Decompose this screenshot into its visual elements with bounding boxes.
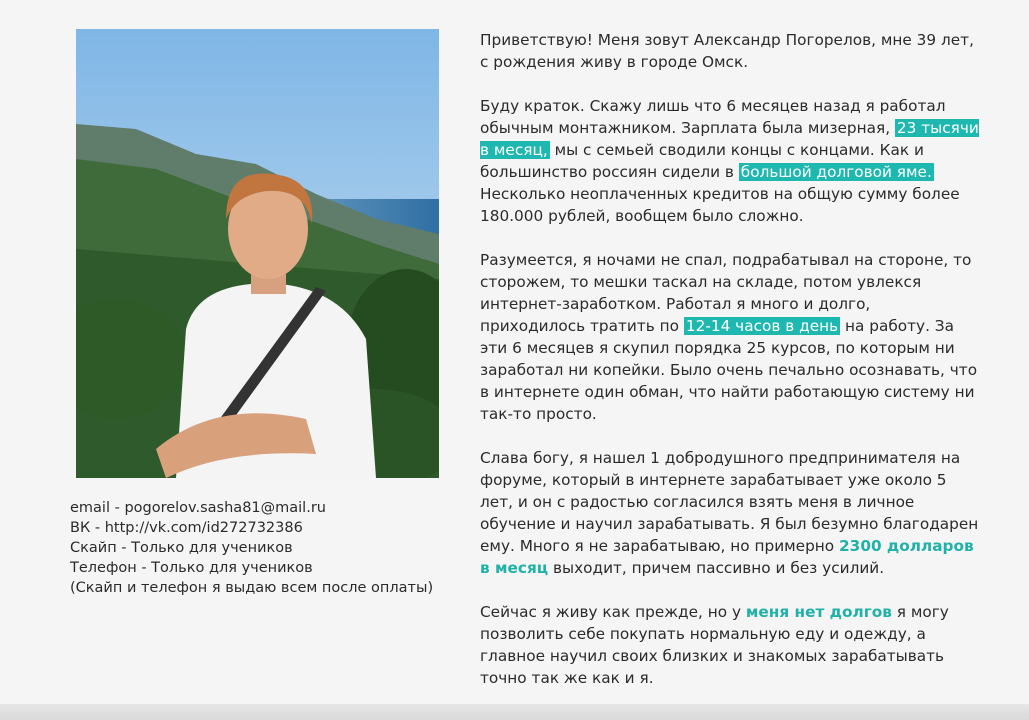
text-span: Буду краток. Скажу лишь что 6 месяцев назад я работал обычным монтажником. Зарплата была мизерная, <box>480 97 946 137</box>
highlight-debt: большой долговой яме. <box>740 163 932 181</box>
contact-vk: ВК - http://vk.com/id272732386 <box>70 520 303 536</box>
paragraph-intro: Приветствую! Меня зовут Александр Погорелов, мне 39 лет, с рождения живу в городе Омск. <box>480 31 974 71</box>
text-span: на работу. За эти 6 месяцев я скупил порядка 25 курсов, по которым ни заработал ни копейки. Было очень печально осознавать, что в интернете один обман, что найти работающую систему ни так-то просто. <box>480 317 978 423</box>
text-span: Несколько неоплаченных кредитов на общую сумму более 180.000 рублей, вообщем было сложно. <box>480 185 960 225</box>
text-span: я могу позволить себе покупать нормальную еду и одежду, а главное научил своих близких и знакомых зарабатывать точно так же как и я. <box>480 603 949 687</box>
portrait-photo-icon <box>76 29 439 478</box>
text-span: Сейчас я живу как прежде, но у <box>480 603 746 621</box>
contact-email: email - pogorelov.sasha81@mail.ru <box>70 500 326 516</box>
highlight-income: 2300 долларов в месяц <box>480 537 974 577</box>
portrait-photo <box>76 29 439 478</box>
contact-note: (Скайп и телефон я выдаю всем после оплаты) <box>70 580 434 596</box>
highlight-hours: 12-14 часов в день <box>685 317 839 335</box>
article-text <box>480 29 980 711</box>
contact-skype: Скайп - Только для учеников <box>70 540 293 556</box>
paragraph-struggle <box>480 249 980 425</box>
text-span: выходит, причем пассивно и без усилий. <box>548 559 885 577</box>
paragraph-past-job <box>480 95 980 227</box>
text-span: мы с семьей сводили концы с концами. Как и большинство россиян сидели в <box>480 141 924 181</box>
highlight-no-debts: меня нет долгов <box>745 603 892 621</box>
text-span: Слава богу, я нашел 1 добродушного предпринимателя на форуме, который в интернете зарабатывает уже около 5 лет, и он с радостью согласился взять меня в личное обучение и научил зарабатывать. Я был безумно благодарен ему. Много я не зарабатываю, но примерно <box>480 449 979 555</box>
text-span: Разумеется, я ночами не спал, подрабатывал на стороне, то сторожем, то мешки таскал на складе, потом увлекся интернет-заработком. Работал я много и долго, приходилось тратить по <box>480 251 972 335</box>
bottom-divider <box>0 704 1029 720</box>
paragraph-mentor <box>480 447 980 579</box>
contacts-block <box>70 498 450 598</box>
highlight-salary: 23 тысячи в месяц, <box>480 119 979 159</box>
paragraph-now <box>480 601 980 689</box>
contact-phone: Телефон - Только для учеников <box>70 560 313 576</box>
